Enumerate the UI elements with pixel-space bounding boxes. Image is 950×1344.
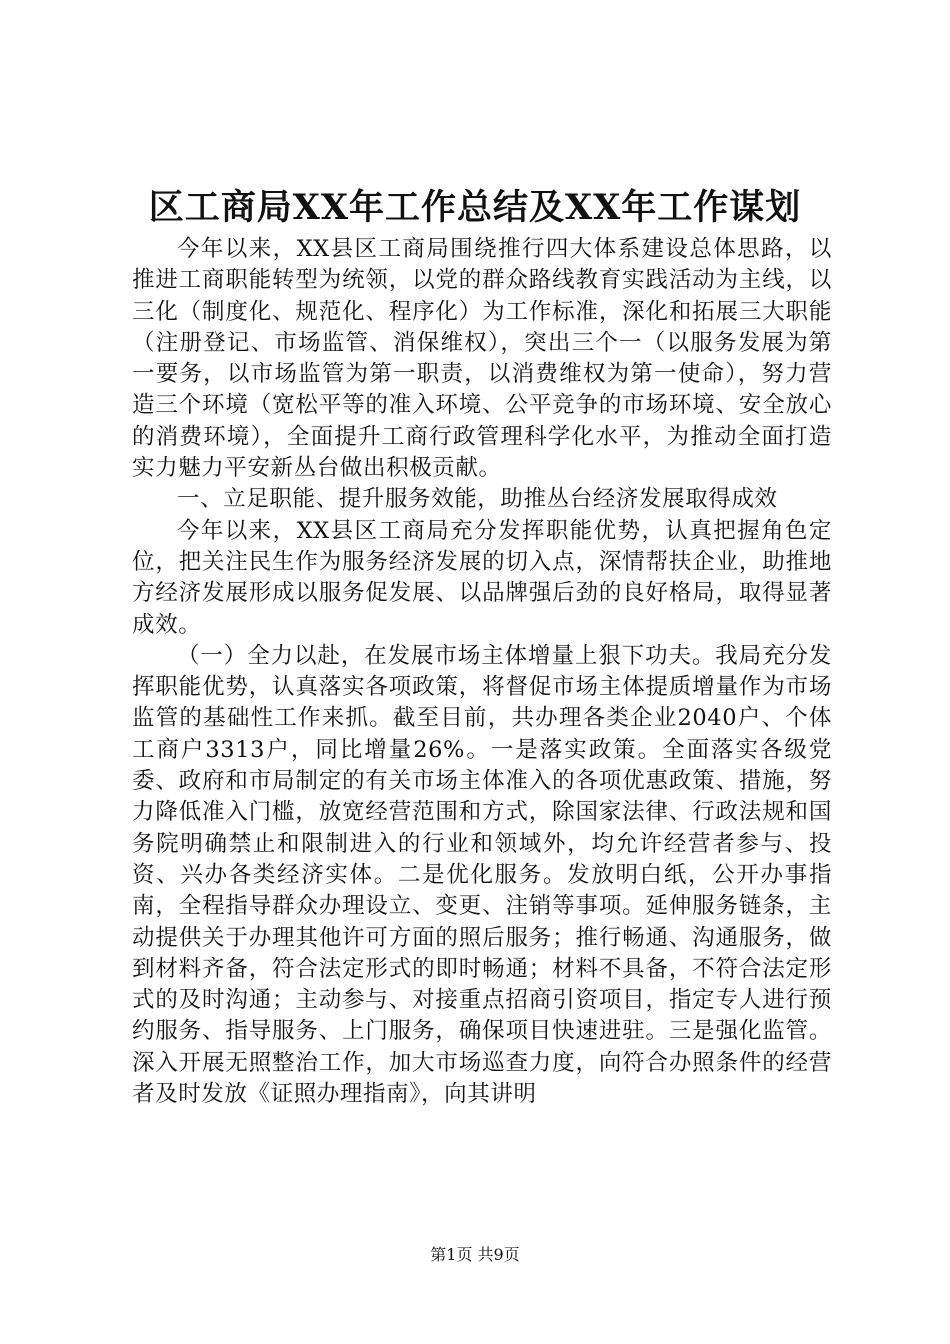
section-heading-1: 一、立足职能、提升服务效能，助推丛台经济发展取得成效 [177, 486, 778, 513]
page-number-footer: 第1页 共9页 [430, 1245, 520, 1264]
document-body [132, 234, 832, 1110]
document-title: 区工商局XX年工作总结及XX年工作谋划 [148, 187, 802, 228]
paragraph-intro: 今年以来，XX县区工商局围绕推行四大体系建设总体思路，以推进工商职能转型为统领，以党的群众路线教育实践活动为主线，以三化（制度化、规范化、程序化）为工作标准，深化和拓展三大职能（注册登记、市场监管、消保维权），突出三个一（以服务发展为第一要务，以市场监管为第一职责，以消费维权为第一使命），努力营造三个环境（宽松平等的准入环境、公平竞争的市场环境、安全放心的消费环境），全面提升工商行政管理科学化水平，为推动全面打造实力魅力平安新丛台做出积极贡献。 [132, 236, 832, 482]
paragraph-section-1: 今年以来，XX县区工商局充分发挥职能优势，认真把握角色定位，把关注民生作为服务经济发展的切入点，深情帮扶企业，助推地方经济发展形成以服务促发展、以品牌强后劲的良好格局，取得显著成效。 [132, 517, 832, 638]
paragraph-subsection-1: （一）全力以赴，在发展市场主体增量上狠下功夫。我局充分发挥职能优势，认真落实各项政策，将督促市场主体提质增量作为市场监管的基础性工作来抓。截至目前，共办理各类企业2040户、个体工商户3313户，同比增量26%。一是落实政策。全面落实各级党委、政府和市局制定的有关市场主体准入的各项优惠政策、措施，努力降低准入门槛，放宽经营范围和方式，除国家法律、行政法规和国务院明确禁止和限制进入的行业和领域外，均允许经营者参与、投资、兴办各类经济实体。二是优化服务。发放明白纸，公开办事指南，全程指导群众办理设立、变更、注销等事项。延伸服务链条，主动提供关于办理其他许可方面的照后服务；推行畅通、沟通服务，做到材料齐备，符合法定形式的即时畅通；材料不具备，不符合法定形式的及时沟通；主动参与、对接重点招商引资项目，指定专人进行预约服务、指导服务、上门服务，确保项目快速进驻。三是强化监管。深入开展无照整治工作，加大市场巡查力度，向符合办照条件的经营者及时发放《证照办理指南》，向其讲明 [132, 642, 832, 1108]
